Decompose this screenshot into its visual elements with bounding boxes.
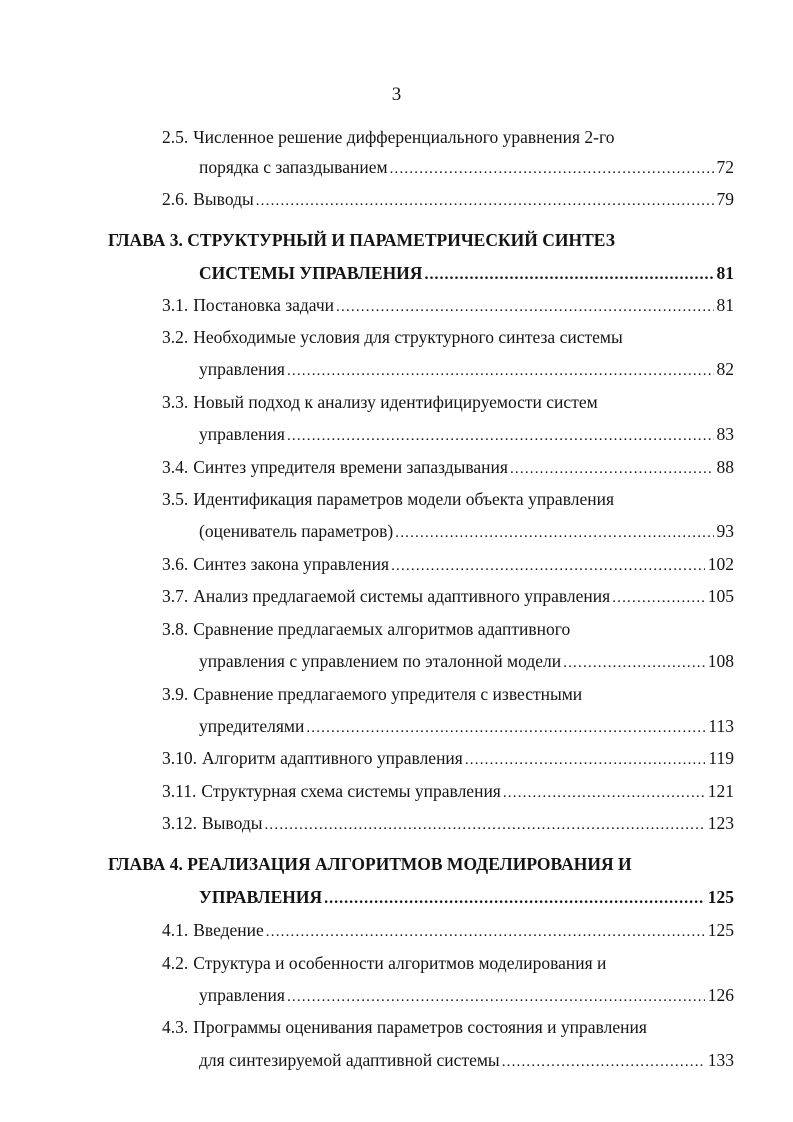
- toc-section-number: 3.4.: [162, 457, 189, 477]
- toc-page-number: 81: [716, 295, 734, 315]
- toc-page-number: 121: [707, 781, 734, 801]
- toc-leader-dots: [336, 296, 713, 318]
- toc-chapter-title-continuation: УПРАВЛЕНИЯ: [199, 887, 323, 907]
- toc-title: Синтез закона управления: [193, 554, 390, 574]
- toc-section-number: 4.2.: [162, 953, 189, 973]
- toc-entry-3-9-line1: [162, 683, 582, 705]
- toc-entry-4-1: [162, 919, 734, 941]
- toc-title: Алгоритм адаптивного управления: [202, 748, 463, 768]
- toc-page-number: 82: [716, 359, 734, 379]
- toc-section-number: 3.7.: [162, 586, 189, 606]
- toc-chapter-4-line1: [108, 853, 632, 875]
- toc-page-number: 119: [708, 748, 734, 768]
- toc-title: Сравнение предлагаемых алгоритмов адаптивного: [193, 619, 571, 639]
- toc-title: Программы оценивания параметров состояния и управления: [193, 1017, 647, 1037]
- toc-section-number: 3.12.: [162, 813, 197, 833]
- toc-entry-3-5-line1: [162, 488, 614, 510]
- toc-page-number: 88: [716, 457, 734, 477]
- toc-page-number: 113: [708, 716, 734, 736]
- toc-page-number: 93: [716, 521, 734, 541]
- toc-leader-dots: [287, 425, 714, 447]
- toc-leader-dots: [306, 717, 705, 739]
- toc-entry-3-5-line2: [199, 520, 734, 542]
- toc-entry-3-3-line1: [162, 391, 598, 413]
- toc-section-number: 2.6.: [162, 189, 189, 209]
- toc-section-number: 3.3.: [162, 392, 189, 412]
- toc-leader-dots: [287, 360, 714, 382]
- toc-title: Структурная схема системы управления: [201, 781, 501, 801]
- toc-page-number: 105: [707, 586, 734, 606]
- toc-title-continuation: упредителями: [199, 716, 305, 736]
- toc-entry-3-8-line1: [162, 618, 570, 640]
- toc-title: Новый подход к анализу идентифицируемости систем: [193, 392, 598, 412]
- toc-title: Выводы: [202, 813, 263, 833]
- toc-entry-3-9-line2: [199, 715, 734, 737]
- toc-page-number: 108: [707, 651, 734, 671]
- toc-section-number: 3.6.: [162, 554, 189, 574]
- toc-title-continuation: управления с управлением по эталонной модели: [199, 651, 562, 671]
- toc-title-continuation: управления: [199, 424, 285, 444]
- toc-title: Численное решение дифференциального уравнения 2-го: [193, 127, 615, 147]
- toc-section-number: 3.1.: [162, 295, 189, 315]
- toc-section-number: 3.8.: [162, 619, 189, 639]
- toc-leader-dots: [612, 587, 705, 609]
- toc-entry-3-7: [162, 585, 734, 607]
- toc-entry-3-8-line2: [199, 650, 734, 672]
- toc-page-number: 133: [707, 1050, 734, 1070]
- toc-leader-dots: [264, 814, 704, 836]
- toc-section-number: 2.5.: [162, 127, 189, 147]
- toc-leader-dots: [266, 921, 705, 943]
- toc-section-number: 3.10.: [162, 748, 197, 768]
- toc-entry-3-2-line2: [199, 358, 734, 380]
- toc-chapter-3-line1: [108, 229, 615, 251]
- toc-entry-3-2-line1: [162, 326, 623, 348]
- toc-entry-3-1: [162, 294, 734, 316]
- toc-page-number: 102: [707, 554, 734, 574]
- toc-title: Идентификация параметров модели объекта управления: [193, 489, 615, 509]
- page-number: 3: [391, 84, 402, 105]
- toc-entry-3-3-line2: [199, 423, 734, 445]
- toc-title-continuation: управления: [199, 985, 285, 1005]
- toc-page-number: 123: [707, 813, 734, 833]
- toc-section-number: 3.5.: [162, 489, 189, 509]
- toc-page-number: 125: [707, 887, 734, 907]
- toc-title: Выводы: [193, 189, 254, 209]
- toc-leader-dots: [390, 158, 714, 180]
- toc-entry-3-12: [162, 812, 734, 834]
- toc-chapter-4-line2: [199, 886, 734, 908]
- toc-entry-2-5-line2: [199, 156, 734, 178]
- toc-leader-dots: [465, 749, 706, 771]
- toc-leader-dots: [287, 986, 705, 1008]
- toc-chapter-3-line2: [199, 262, 734, 284]
- toc-entry-4-2-line1: [162, 952, 606, 974]
- toc-leader-dots: [395, 522, 713, 544]
- toc-title-continuation: (оцениватель параметров): [199, 521, 394, 541]
- toc-section-number: 3.2.: [162, 327, 189, 347]
- toc-leader-dots: [391, 555, 705, 577]
- toc-title-continuation: управления: [199, 359, 285, 379]
- toc-page-number: 125: [707, 920, 734, 940]
- toc-page-number: 126: [707, 985, 734, 1005]
- toc-page-number: 81: [716, 263, 734, 283]
- toc-section-number: 3.9.: [162, 684, 189, 704]
- toc-title: Структура и особенности алгоритмов моделирования и: [193, 953, 607, 973]
- toc-chapter-title-continuation: СИСТЕМЫ УПРАВЛЕНИЯ: [199, 263, 423, 283]
- toc-entry-4-3-line2: [199, 1049, 734, 1071]
- toc-leader-dots: [563, 652, 705, 674]
- toc-section-number: 3.11.: [162, 781, 197, 801]
- toc-title-continuation: порядка с запаздыванием: [199, 157, 388, 177]
- toc-title: Синтез упредителя времени запаздывания: [193, 457, 508, 477]
- toc-entry-3-6: [162, 553, 734, 575]
- toc-page-number: 83: [716, 424, 734, 444]
- toc-section-number: 4.1.: [162, 920, 189, 940]
- toc-entry-4-2-line2: [199, 984, 734, 1006]
- toc-entry-3-10: [162, 747, 734, 769]
- toc-entry-3-4: [162, 456, 734, 478]
- toc-leader-dots: [502, 1051, 705, 1073]
- toc-title-continuation: для синтезируемой адаптивной системы: [199, 1050, 500, 1070]
- toc-title: Сравнение предлагаемого упредителя с известными: [193, 684, 583, 704]
- toc-leader-dots: [424, 264, 713, 286]
- toc-title: Введение: [193, 920, 264, 940]
- toc-leader-dots: [503, 782, 705, 804]
- toc-title: Необходимые условия для структурного синтеза системы: [193, 327, 623, 347]
- toc-leader-dots: [324, 888, 705, 910]
- toc-title: Анализ предлагаемой системы адаптивного управления: [193, 586, 611, 606]
- toc-entry-2-6: [162, 188, 734, 210]
- toc-entry-3-11: [162, 780, 734, 802]
- toc-page-number: 79: [716, 189, 734, 209]
- toc-chapter-title: ГЛАВА 4. РЕАЛИЗАЦИЯ АЛГОРИТМОВ МОДЕЛИРОВАНИЯ И: [108, 854, 632, 874]
- toc-entry-4-3-line1: [162, 1016, 647, 1038]
- toc-page-number: 72: [716, 157, 734, 177]
- toc-title: Постановка задачи: [193, 295, 335, 315]
- toc-chapter-title: ГЛАВА 3. СТРУКТУРНЫЙ И ПАРАМЕТРИЧЕСКИЙ СИНТЕЗ: [108, 230, 615, 250]
- toc-section-number: 4.3.: [162, 1017, 189, 1037]
- toc-leader-dots: [256, 190, 714, 212]
- toc-entry-2-5-line1: [162, 126, 614, 148]
- toc-leader-dots: [510, 458, 714, 480]
